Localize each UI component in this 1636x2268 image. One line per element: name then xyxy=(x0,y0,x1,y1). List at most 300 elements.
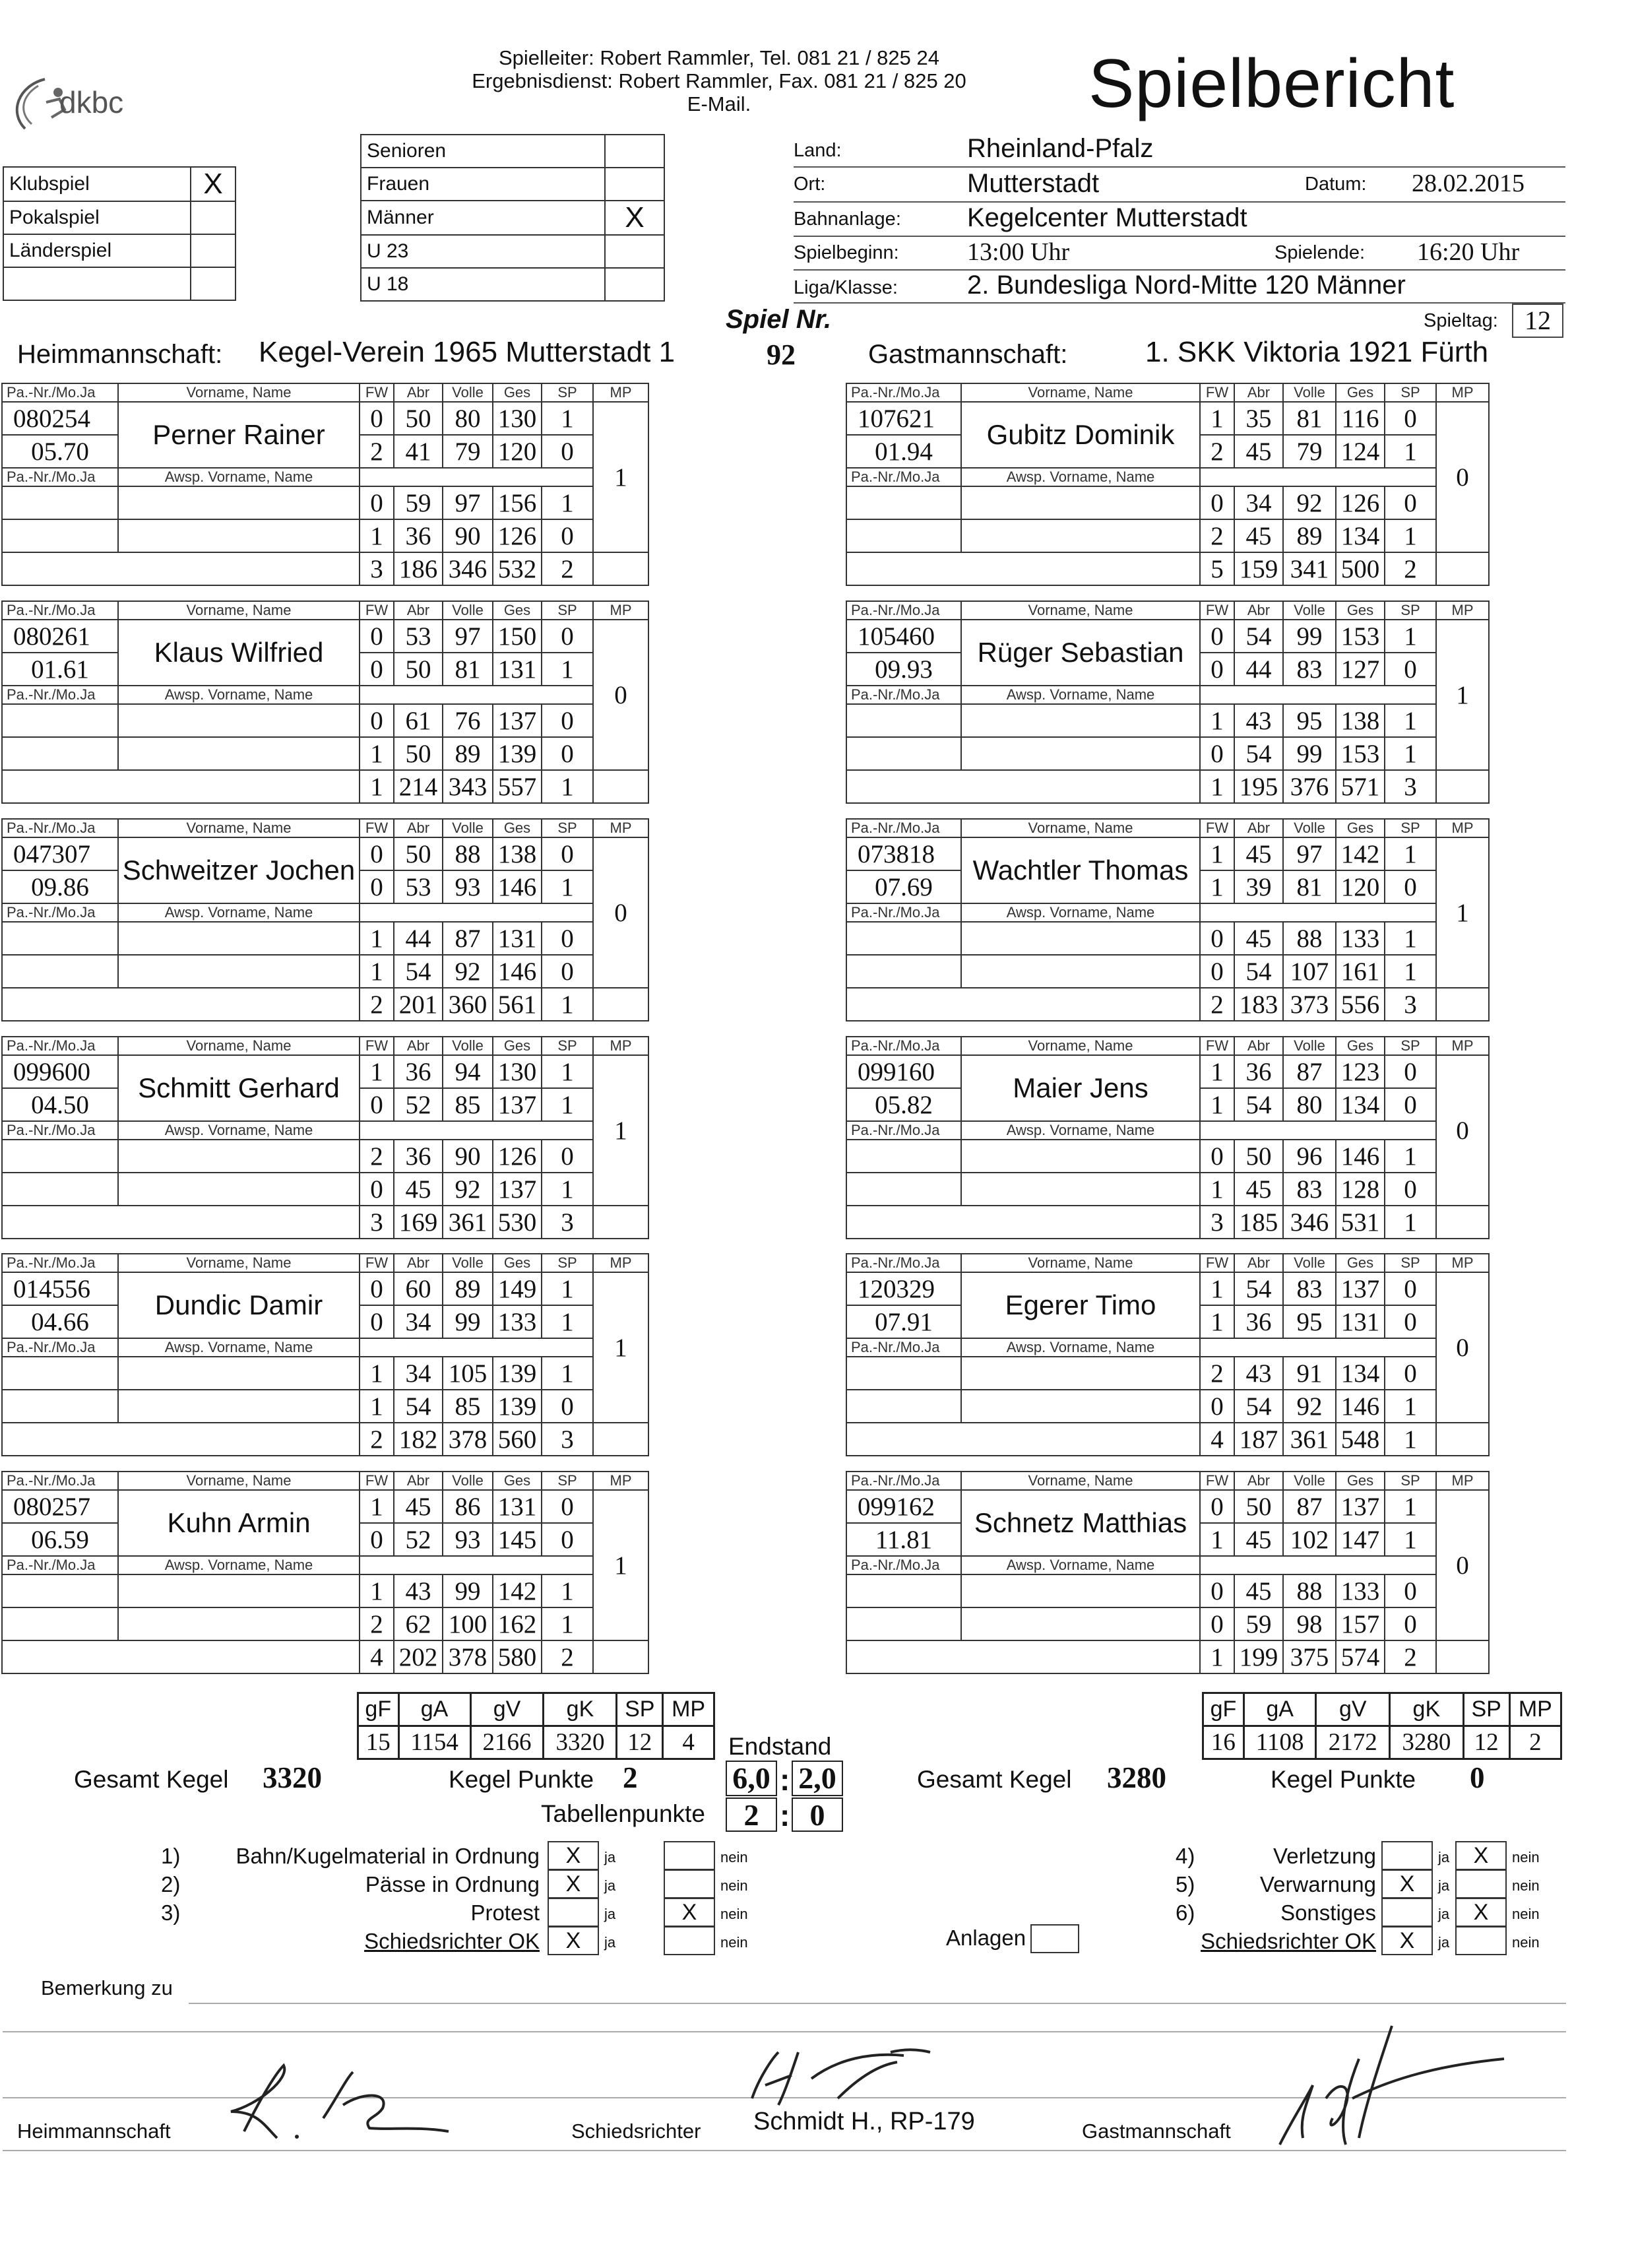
mp-value: 1 xyxy=(1436,620,1489,770)
player-row xyxy=(2,1607,648,1640)
fw-cell: 0 xyxy=(360,653,394,686)
player-row xyxy=(846,1055,1489,1088)
summary-value: 4 xyxy=(663,1726,714,1759)
check-ja-box[interactable] xyxy=(1381,1898,1433,1927)
ges-cell: 157 xyxy=(1336,1607,1385,1640)
ja-label: ja xyxy=(1438,1934,1450,1951)
month-year: 01.94 xyxy=(846,435,961,468)
awsp-header-row xyxy=(846,468,1489,486)
pass-number: 047307 xyxy=(2,837,118,870)
volle-cell: 79 xyxy=(1283,435,1336,468)
abr-cell: 54 xyxy=(1234,1088,1283,1121)
fw-cell: 0 xyxy=(360,1272,394,1305)
check-label: Schiedsrichter OK xyxy=(364,1929,540,1953)
pa-header: Pa.-Nr./Mo.Ja xyxy=(846,1472,961,1490)
ges-header: Ges xyxy=(1336,1472,1385,1490)
summary-header: MP xyxy=(1509,1693,1561,1726)
ges-header: Ges xyxy=(493,1037,542,1055)
abr-cell: 43 xyxy=(1234,1357,1283,1390)
check-num: 4) xyxy=(1176,1844,1195,1868)
player-row xyxy=(2,1140,648,1173)
pass-number: 099160 xyxy=(846,1055,961,1088)
total-fw: 1 xyxy=(1200,770,1234,803)
fw-cell: 1 xyxy=(1200,704,1234,737)
total-ges: 500 xyxy=(1336,552,1385,585)
volle-cell: 99 xyxy=(443,1305,493,1338)
sp-cell: 0 xyxy=(542,435,593,468)
abr-cell: 45 xyxy=(1234,837,1283,870)
ja-label: ja xyxy=(1438,1906,1450,1922)
ges-cell: 150 xyxy=(493,620,542,653)
check-ja-box[interactable]: X xyxy=(1381,1926,1433,1955)
ges-cell: 133 xyxy=(1336,922,1385,955)
game-type-table xyxy=(3,166,236,301)
ges-cell: 126 xyxy=(1336,486,1385,519)
player-header-row xyxy=(2,383,648,402)
abr-cell: 52 xyxy=(394,1523,443,1556)
pa-header: Pa.-Nr./Mo.Ja xyxy=(2,1121,118,1140)
check-nein-box[interactable] xyxy=(664,1926,715,1955)
player-total-row xyxy=(2,552,648,585)
fw-cell: 1 xyxy=(360,519,394,552)
nein-label: nein xyxy=(720,1849,748,1865)
fw-header: FW xyxy=(1200,601,1234,620)
total-volle: 375 xyxy=(1283,1640,1336,1673)
fw-cell: 0 xyxy=(1200,486,1234,519)
mp-value: 0 xyxy=(1436,1272,1489,1423)
sp-cell: 1 xyxy=(542,1173,593,1206)
player-header-row xyxy=(2,1037,648,1055)
volle-cell: 97 xyxy=(443,620,493,653)
check-ja-box[interactable]: X xyxy=(548,1841,599,1870)
ort-value: Mutterstadt xyxy=(967,169,1100,198)
nein-label: nein xyxy=(1512,1906,1540,1922)
sp-cell: 0 xyxy=(1385,486,1436,519)
fw-cell: 1 xyxy=(1200,1305,1234,1338)
sp-cell: 0 xyxy=(1385,1173,1436,1206)
volle-cell: 98 xyxy=(1283,1607,1336,1640)
player-block xyxy=(846,1253,1490,1456)
sp-cell: 1 xyxy=(542,1055,593,1088)
pa-header: Pa.-Nr./Mo.Ja xyxy=(846,1556,961,1574)
total-sp: 3 xyxy=(542,1206,593,1239)
awsp-header: Awsp. Vorname, Name xyxy=(118,1121,360,1140)
category-label: U 18 xyxy=(361,268,605,301)
fw-cell: 1 xyxy=(360,1574,394,1607)
contact-block xyxy=(462,46,976,115)
game-type-row xyxy=(3,201,236,234)
sp-cell: 1 xyxy=(542,870,593,903)
check-nein-box[interactable] xyxy=(664,1869,715,1898)
pa-header: Pa.-Nr./Mo.Ja xyxy=(846,383,961,402)
volle-cell: 81 xyxy=(443,653,493,686)
sp-cell: 1 xyxy=(542,1305,593,1338)
player-header-row xyxy=(846,601,1489,620)
player-row xyxy=(2,1173,648,1206)
player-total-row xyxy=(2,1423,648,1456)
check-ja-box[interactable]: X xyxy=(1381,1869,1433,1898)
volle-cell: 88 xyxy=(443,837,493,870)
total-abr: 185 xyxy=(1234,1206,1283,1239)
volle-cell: 83 xyxy=(1283,1272,1336,1305)
player-row xyxy=(2,737,648,770)
ges-cell: 137 xyxy=(1336,1490,1385,1523)
category-mark[interactable]: X xyxy=(605,201,664,235)
pa-header: Pa.-Nr./Mo.Ja xyxy=(846,903,961,922)
ges-cell: 134 xyxy=(1336,519,1385,552)
fw-cell: 1 xyxy=(1200,837,1234,870)
abr-cell: 60 xyxy=(394,1272,443,1305)
total-ges: 556 xyxy=(1336,988,1385,1021)
mp-value: 1 xyxy=(593,1055,648,1206)
total-sp: 2 xyxy=(1385,552,1436,585)
heim-label: Heimmannschaft: xyxy=(17,340,223,369)
player-row xyxy=(846,519,1489,552)
check-nein-box[interactable] xyxy=(664,1841,715,1870)
volle-cell: 102 xyxy=(1283,1523,1336,1556)
home-punkte-label: Kegel Punkte xyxy=(449,1766,594,1793)
total-fw: 2 xyxy=(360,988,394,1021)
total-ges: 531 xyxy=(1336,1206,1385,1239)
fw-cell: 0 xyxy=(360,1305,394,1338)
check-label: Verwarnung xyxy=(1259,1872,1376,1896)
category-mark[interactable] xyxy=(605,135,664,168)
total-sp: 2 xyxy=(542,552,593,585)
player-total-row xyxy=(846,1423,1489,1456)
volle-cell: 100 xyxy=(443,1607,493,1640)
abr-cell: 41 xyxy=(394,435,443,468)
bahn-label: Bahnanlage: xyxy=(794,209,901,230)
volle-cell: 95 xyxy=(1283,704,1336,737)
volle-header: Volle xyxy=(443,1254,493,1272)
volle-cell: 90 xyxy=(443,519,493,552)
ges-cell: 133 xyxy=(1336,1574,1385,1607)
dkbc-logo xyxy=(5,66,137,139)
sp-cell: 1 xyxy=(1385,704,1436,737)
player-row xyxy=(2,486,648,519)
abr-cell: 43 xyxy=(1234,704,1283,737)
game-type-mark[interactable] xyxy=(191,234,236,267)
sp-cell: 0 xyxy=(542,1140,593,1173)
month-year: 06.59 xyxy=(2,1523,118,1556)
volle-cell: 93 xyxy=(443,870,493,903)
abr-cell: 53 xyxy=(394,870,443,903)
volle-header: Volle xyxy=(443,383,493,402)
fw-header: FW xyxy=(1200,819,1234,837)
total-volle: 361 xyxy=(1283,1423,1336,1456)
gast-label: Gastmannschaft: xyxy=(868,340,1068,369)
awsp-header: Awsp. Vorname, Name xyxy=(961,686,1200,704)
player-block xyxy=(1,1471,649,1674)
player-name: Schnetz Matthias xyxy=(961,1490,1200,1556)
ges-cell: 139 xyxy=(493,1357,542,1390)
fw-cell: 0 xyxy=(360,1088,394,1121)
abr-cell: 50 xyxy=(1234,1490,1283,1523)
volle-cell: 81 xyxy=(1283,402,1336,435)
total-fw: 2 xyxy=(1200,988,1234,1021)
category-row xyxy=(361,168,664,201)
fw-cell: 0 xyxy=(360,837,394,870)
total-abr: 182 xyxy=(394,1423,443,1456)
player-row xyxy=(2,1390,648,1423)
pa-header: Pa.-Nr./Mo.Ja xyxy=(846,1254,961,1272)
abr-cell: 45 xyxy=(394,1173,443,1206)
anlagen-label: Anlagen xyxy=(946,1926,1026,1950)
total-ges: 574 xyxy=(1336,1640,1385,1673)
summary-header: SP xyxy=(617,1693,663,1726)
anlagen-box[interactable] xyxy=(1030,1924,1079,1953)
fw-cell: 0 xyxy=(360,620,394,653)
sp-header: SP xyxy=(1385,383,1436,402)
player-block xyxy=(1,1036,649,1239)
schiri-name: Schmidt H., RP-179 xyxy=(753,2108,975,2135)
check-ja-box[interactable] xyxy=(548,1898,599,1927)
ja-label: ja xyxy=(1438,1877,1450,1894)
check-label: Pässe in Ordnung xyxy=(365,1872,540,1896)
fw-cell: 0 xyxy=(1200,620,1234,653)
player-total-row xyxy=(2,770,648,803)
player-row xyxy=(2,620,648,653)
total-fw: 3 xyxy=(360,552,394,585)
check-nein-box[interactable] xyxy=(1455,1926,1507,1955)
category-row xyxy=(361,135,664,168)
sp-header: SP xyxy=(1385,1037,1436,1055)
volle-cell: 89 xyxy=(443,1272,493,1305)
abr-cell: 54 xyxy=(1234,1272,1283,1305)
name-header: Vorname, Name xyxy=(118,1472,360,1490)
ges-header: Ges xyxy=(493,819,542,837)
player-row xyxy=(846,922,1489,955)
summary-header: gK xyxy=(544,1693,617,1726)
land-value: Rheinland-Pfalz xyxy=(967,134,1154,163)
total-ges: 548 xyxy=(1336,1423,1385,1456)
fw-cell: 1 xyxy=(360,737,394,770)
check-label: Protest xyxy=(470,1900,540,1925)
awsp-header-row xyxy=(846,903,1489,922)
fw-cell: 0 xyxy=(1200,1490,1234,1523)
volle-cell: 85 xyxy=(443,1088,493,1121)
month-year: 04.66 xyxy=(2,1305,118,1338)
game-type-mark[interactable]: X xyxy=(191,167,236,201)
sp-header: SP xyxy=(542,819,593,837)
nein-label: nein xyxy=(1512,1849,1540,1865)
month-year: 07.91 xyxy=(846,1305,961,1338)
sp-cell: 1 xyxy=(1385,955,1436,988)
sp-cell: 1 xyxy=(1385,737,1436,770)
check-ja-box[interactable]: X xyxy=(548,1926,599,1955)
name-header: Vorname, Name xyxy=(118,1037,360,1055)
sp-cell: 1 xyxy=(1385,1523,1436,1556)
awsp-header-row xyxy=(2,686,648,704)
check-nein-box[interactable] xyxy=(1455,1869,1507,1898)
nein-label: nein xyxy=(720,1934,748,1951)
total-sp: 2 xyxy=(542,1640,593,1673)
awsp-header-row xyxy=(846,1338,1489,1357)
volle-cell: 88 xyxy=(1283,1574,1336,1607)
pa-header: Pa.-Nr./Mo.Ja xyxy=(846,1338,961,1357)
mp-header: MP xyxy=(593,819,648,837)
player-total-row xyxy=(2,1640,648,1673)
total-volle: 376 xyxy=(1283,770,1336,803)
check-nein-box[interactable]: X xyxy=(1455,1898,1507,1927)
player-row xyxy=(2,1490,648,1523)
pa-header: Pa.-Nr./Mo.Ja xyxy=(846,819,961,837)
player-row xyxy=(846,1357,1489,1390)
tabelle-home: 2 xyxy=(726,1798,777,1832)
sp-header: SP xyxy=(542,1254,593,1272)
category-mark[interactable] xyxy=(605,268,664,301)
pa-header: Pa.-Nr./Mo.Ja xyxy=(846,601,961,620)
pass-number: 080254 xyxy=(2,402,118,435)
check-nein-box[interactable]: X xyxy=(664,1898,715,1927)
ges-cell: 120 xyxy=(493,435,542,468)
total-volle: 341 xyxy=(1283,552,1336,585)
player-row xyxy=(2,837,648,870)
nein-label: nein xyxy=(720,1906,748,1922)
guest-gesamt-value: 3280 xyxy=(1107,1761,1166,1794)
total-fw: 4 xyxy=(360,1640,394,1673)
fw-cell: 0 xyxy=(1200,955,1234,988)
player-total-row xyxy=(846,770,1489,803)
ges-header: Ges xyxy=(1336,383,1385,402)
player-block xyxy=(846,600,1490,804)
volle-cell: 93 xyxy=(443,1523,493,1556)
abr-cell: 62 xyxy=(394,1607,443,1640)
player-name: Schweitzer Jochen xyxy=(118,837,360,903)
total-abr: 214 xyxy=(394,770,443,803)
check-ja-box[interactable] xyxy=(1381,1841,1433,1870)
ges-cell: 137 xyxy=(493,1173,542,1206)
fw-cell: 1 xyxy=(1200,402,1234,435)
pa-header: Pa.-Nr./Mo.Ja xyxy=(2,686,118,704)
sp-cell: 0 xyxy=(1385,1607,1436,1640)
mp-value: 0 xyxy=(593,837,648,988)
category-label: U 23 xyxy=(361,235,605,268)
mp-header: MP xyxy=(593,601,648,620)
player-row xyxy=(846,837,1489,870)
abr-header: Abr xyxy=(394,1037,443,1055)
total-abr: 187 xyxy=(1234,1423,1283,1456)
awsp-header-row xyxy=(2,1556,648,1574)
total-fw: 1 xyxy=(360,770,394,803)
abr-header: Abr xyxy=(1234,1037,1283,1055)
pa-header: Pa.-Nr./Mo.Ja xyxy=(2,1254,118,1272)
volle-header: Volle xyxy=(1283,601,1336,620)
mp-value: 1 xyxy=(593,1272,648,1423)
player-row xyxy=(846,704,1489,737)
player-row xyxy=(2,1574,648,1607)
awsp-header-row xyxy=(846,1121,1489,1140)
sp-cell: 0 xyxy=(542,1490,593,1523)
player-name: Wachtler Thomas xyxy=(961,837,1200,903)
home-gesamt-label: Gesamt Kegel xyxy=(74,1766,229,1793)
guest-summary-table xyxy=(1202,1692,1562,1760)
ges-cell: 146 xyxy=(1336,1140,1385,1173)
pass-number: 014556 xyxy=(2,1272,118,1305)
volle-cell: 87 xyxy=(443,922,493,955)
mp-header: MP xyxy=(1436,601,1489,620)
fw-cell: 2 xyxy=(1200,519,1234,552)
summary-header: gF xyxy=(358,1693,399,1726)
total-abr: 202 xyxy=(394,1640,443,1673)
category-table xyxy=(360,134,665,302)
ges-cell: 146 xyxy=(493,870,542,903)
abr-header: Abr xyxy=(394,1472,443,1490)
fw-header: FW xyxy=(360,383,394,402)
mp-value: 0 xyxy=(1436,402,1489,552)
player-row xyxy=(846,1140,1489,1173)
ges-cell: 142 xyxy=(1336,837,1385,870)
total-ges: 530 xyxy=(493,1206,542,1239)
category-label: Senioren xyxy=(361,135,605,168)
total-ges: 557 xyxy=(493,770,542,803)
abr-cell: 45 xyxy=(1234,435,1283,468)
contact-line: Spielleiter: Robert Rammler, Tel. 081 21 / 825 24 xyxy=(498,46,939,69)
abr-cell: 50 xyxy=(394,653,443,686)
pa-header: Pa.-Nr./Mo.Ja xyxy=(2,1472,118,1490)
check-ja-box[interactable]: X xyxy=(548,1869,599,1898)
game-type-mark[interactable] xyxy=(191,201,236,234)
gast-team: 1. SKK Viktoria 1921 Fürth xyxy=(1145,336,1489,368)
abr-header: Abr xyxy=(394,383,443,402)
ges-cell: 133 xyxy=(493,1305,542,1338)
ges-cell: 137 xyxy=(493,704,542,737)
name-header: Vorname, Name xyxy=(961,383,1200,402)
mp-header: MP xyxy=(593,1254,648,1272)
player-header-row xyxy=(2,1472,648,1490)
heim-sign-label: Heimmannschaft xyxy=(17,2120,171,2143)
abr-cell: 54 xyxy=(1234,620,1283,653)
abr-cell: 36 xyxy=(394,1055,443,1088)
mp-header: MP xyxy=(1436,383,1489,402)
check-label: Sonstiges xyxy=(1280,1900,1376,1925)
ges-cell: 137 xyxy=(1336,1272,1385,1305)
total-sp: 1 xyxy=(1385,1206,1436,1239)
total-abr: 199 xyxy=(1234,1640,1283,1673)
player-row xyxy=(846,620,1489,653)
player-total-row xyxy=(846,988,1489,1021)
player-row xyxy=(846,1607,1489,1640)
abr-cell: 36 xyxy=(394,519,443,552)
fw-cell: 0 xyxy=(1200,737,1234,770)
check-nein-box[interactable]: X xyxy=(1455,1841,1507,1870)
check-num: 2) xyxy=(161,1872,181,1896)
volle-header: Volle xyxy=(1283,1037,1336,1055)
player-block xyxy=(1,1253,649,1456)
sp-cell: 0 xyxy=(1385,1272,1436,1305)
summary-header: gV xyxy=(1316,1693,1390,1726)
ges-cell: 130 xyxy=(493,1055,542,1088)
total-sp: 1 xyxy=(542,770,593,803)
total-volle: 373 xyxy=(1283,988,1336,1021)
sp-cell: 0 xyxy=(542,955,593,988)
datum-label: Datum: xyxy=(1305,174,1367,195)
volle-cell: 94 xyxy=(443,1055,493,1088)
total-abr: 183 xyxy=(1234,988,1283,1021)
category-mark[interactable] xyxy=(605,235,664,268)
sp-cell: 0 xyxy=(542,1523,593,1556)
fw-header: FW xyxy=(360,1037,394,1055)
sp-header: SP xyxy=(542,1472,593,1490)
category-mark[interactable] xyxy=(605,168,664,201)
abr-cell: 44 xyxy=(1234,653,1283,686)
fw-cell: 1 xyxy=(1200,870,1234,903)
name-header: Vorname, Name xyxy=(961,1254,1200,1272)
liga-value: 2. Bundesliga Nord-Mitte 120 Männer xyxy=(967,271,1406,300)
guest-signature xyxy=(1267,2019,1517,2151)
volle-cell: 99 xyxy=(443,1574,493,1607)
game-type-row xyxy=(3,167,236,201)
